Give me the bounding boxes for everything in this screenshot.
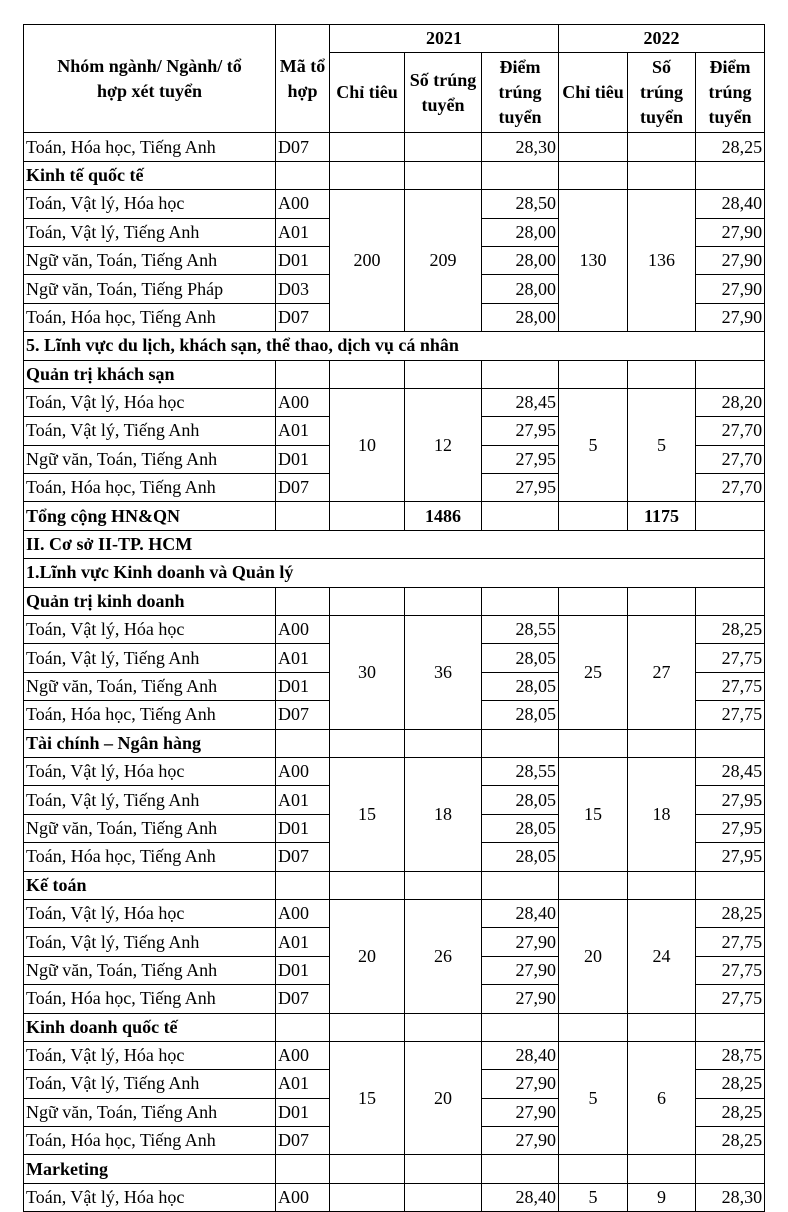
score-2022: 27,95 (696, 786, 765, 814)
quota-2021: 20 (330, 899, 405, 1013)
quota-2021: 15 (330, 757, 405, 871)
quota-2022 (559, 133, 628, 161)
score-2022: 27,90 (696, 303, 765, 331)
combo-code: D01 (276, 672, 330, 700)
empty-cell (696, 871, 765, 899)
header-year-2021: 2021 (330, 25, 559, 53)
empty-cell (628, 360, 696, 388)
subject-combo: Toán, Hóa học, Tiếng Anh (24, 474, 276, 502)
score-2022: 28,25 (696, 1098, 765, 1126)
score-2021: 28,45 (482, 388, 559, 416)
quota-2022: 15 (559, 757, 628, 871)
combo-code: D07 (276, 843, 330, 871)
score-2021: 27,90 (482, 956, 559, 984)
score-2021: 28,05 (482, 814, 559, 842)
subject-combo: Toán, Hóa học, Tiếng Anh (24, 843, 276, 871)
header-score-2022: Điểm trúng tuyển (696, 53, 765, 133)
combo-code: D01 (276, 956, 330, 984)
admitted-2022 (628, 133, 696, 161)
subject-combo: Ngữ văn, Toán, Tiếng Anh (24, 1098, 276, 1126)
score-2022: 27,75 (696, 672, 765, 700)
score-2021: 28,00 (482, 275, 559, 303)
empty-cell (330, 729, 405, 757)
combo-code: D07 (276, 133, 330, 161)
quota-2022: 5 (559, 1041, 628, 1155)
major-title: Kinh tế quốc tế (24, 161, 276, 189)
empty-cell (276, 871, 330, 899)
quota-2022: 5 (559, 388, 628, 502)
combo-code: A01 (276, 786, 330, 814)
subject-combo: Toán, Vật lý, Tiếng Anh (24, 786, 276, 814)
subject-combo: Toán, Vật lý, Tiếng Anh (24, 928, 276, 956)
score-2022: 28,30 (696, 1183, 765, 1211)
subject-combo: Ngữ văn, Toán, Tiếng Anh (24, 814, 276, 842)
empty-cell (330, 502, 405, 530)
combo-code: D03 (276, 275, 330, 303)
section-title: 1.Lĩnh vực Kinh doanh và Quản lý (24, 559, 765, 587)
quota-2021: 200 (330, 190, 405, 332)
empty-cell (405, 161, 482, 189)
score-2022: 28,45 (696, 757, 765, 785)
admitted-2022: 6 (628, 1041, 696, 1155)
empty-cell (330, 1155, 405, 1183)
score-2022: 28,20 (696, 388, 765, 416)
header-year-2022: 2022 (559, 25, 765, 53)
subject-combo: Toán, Vật lý, Hóa học (24, 388, 276, 416)
empty-cell (696, 502, 765, 530)
major-title: Kinh doanh quốc tế (24, 1013, 276, 1041)
empty-cell (696, 1013, 765, 1041)
empty-cell (559, 871, 628, 899)
table-row (24, 871, 765, 899)
header-quota-2021: Chỉ tiêu (330, 53, 405, 133)
header-quota-2022: Chỉ tiêu (559, 53, 628, 133)
empty-cell (276, 502, 330, 530)
combo-code: A00 (276, 616, 330, 644)
empty-cell (330, 1013, 405, 1041)
score-2021: 28,05 (482, 786, 559, 814)
combo-code: D07 (276, 303, 330, 331)
empty-cell (276, 360, 330, 388)
empty-cell (559, 161, 628, 189)
subject-combo: Toán, Vật lý, Hóa học (24, 616, 276, 644)
empty-cell (330, 587, 405, 615)
empty-cell (482, 1013, 559, 1041)
score-2022: 28,40 (696, 190, 765, 218)
table-row (24, 1013, 765, 1041)
subject-combo: Toán, Vật lý, Hóa học (24, 190, 276, 218)
admitted-2022: 18 (628, 757, 696, 871)
empty-cell (276, 1155, 330, 1183)
major-title: Kế toán (24, 871, 276, 899)
score-2022: 27,75 (696, 985, 765, 1013)
score-2022: 28,25 (696, 616, 765, 644)
empty-cell (276, 161, 330, 189)
quota-2021: 15 (330, 1041, 405, 1155)
subject-combo: Toán, Vật lý, Hóa học (24, 1041, 276, 1069)
quota-2022: 25 (559, 616, 628, 730)
score-2022: 28,25 (696, 899, 765, 927)
admission-table (23, 24, 765, 1212)
score-2022: 27,70 (696, 445, 765, 473)
subject-combo: Toán, Vật lý, Tiếng Anh (24, 644, 276, 672)
score-2022: 27,90 (696, 246, 765, 274)
header-code: Mã tổ hợp (276, 25, 330, 133)
header-admitted-2022: Số trúng tuyển (628, 53, 696, 133)
major-title: Marketing (24, 1155, 276, 1183)
score-2021: 28,40 (482, 1183, 559, 1211)
score-2022: 27,75 (696, 644, 765, 672)
quota-2021: 30 (330, 616, 405, 730)
table-row (24, 729, 765, 757)
combo-code: D07 (276, 1127, 330, 1155)
score-2021: 28,55 (482, 757, 559, 785)
empty-cell (628, 871, 696, 899)
combo-code: D01 (276, 814, 330, 842)
table-row (24, 161, 765, 189)
table-row (24, 388, 765, 416)
combo-code: D07 (276, 985, 330, 1013)
table-row (24, 332, 765, 360)
table-row (24, 1155, 765, 1183)
admitted-2021: 18 (405, 757, 482, 871)
subject-combo: Toán, Hóa học, Tiếng Anh (24, 133, 276, 161)
empty-cell (276, 587, 330, 615)
section-title: 5. Lĩnh vực du lịch, khách sạn, thể thao, dịch vụ cá nhân (24, 332, 765, 360)
combo-code: A00 (276, 388, 330, 416)
combo-code: A00 (276, 1183, 330, 1211)
score-2022: 27,95 (696, 843, 765, 871)
total-admitted-2021: 1486 (405, 502, 482, 530)
quota-2022: 20 (559, 899, 628, 1013)
table-row (24, 587, 765, 615)
combo-code: D07 (276, 701, 330, 729)
empty-cell (405, 871, 482, 899)
score-2021: 28,40 (482, 899, 559, 927)
score-2021: 28,50 (482, 190, 559, 218)
total-label: Tổng cộng HN&QN (24, 502, 276, 530)
empty-cell (628, 1155, 696, 1183)
admitted-2021: 36 (405, 616, 482, 730)
total-admitted-2022: 1175 (628, 502, 696, 530)
empty-cell (628, 729, 696, 757)
table-row (24, 502, 765, 530)
score-2022: 27,75 (696, 956, 765, 984)
empty-cell (559, 729, 628, 757)
table-row (24, 133, 765, 161)
table-body (24, 133, 765, 1212)
empty-cell (628, 161, 696, 189)
empty-cell (276, 729, 330, 757)
score-2021: 28,05 (482, 644, 559, 672)
admitted-2021: 26 (405, 899, 482, 1013)
score-2022: 27,75 (696, 928, 765, 956)
header-group: Nhóm ngành/ Ngành/ tổ hợp xét tuyển (24, 25, 276, 133)
combo-code: D01 (276, 246, 330, 274)
empty-cell (405, 1013, 482, 1041)
admitted-2022: 136 (628, 190, 696, 332)
admitted-2022: 27 (628, 616, 696, 730)
quota-2021 (330, 133, 405, 161)
table-row (24, 757, 765, 785)
subject-combo: Toán, Vật lý, Tiếng Anh (24, 417, 276, 445)
major-title: Quản trị kinh doanh (24, 587, 276, 615)
quota-2022: 130 (559, 190, 628, 332)
subject-combo: Toán, Vật lý, Tiếng Anh (24, 1070, 276, 1098)
table-row (24, 899, 765, 927)
score-2021: 27,95 (482, 417, 559, 445)
score-2021: 27,90 (482, 1070, 559, 1098)
score-2021: 27,90 (482, 985, 559, 1013)
empty-cell (696, 729, 765, 757)
empty-cell (696, 360, 765, 388)
score-2021: 28,00 (482, 218, 559, 246)
score-2022: 27,95 (696, 814, 765, 842)
empty-cell (559, 502, 628, 530)
subject-combo: Ngữ văn, Toán, Tiếng Anh (24, 246, 276, 274)
combo-code: A00 (276, 757, 330, 785)
subject-combo: Ngữ văn, Toán, Tiếng Anh (24, 956, 276, 984)
empty-cell (276, 1013, 330, 1041)
score-2022: 27,75 (696, 701, 765, 729)
subject-combo: Toán, Hóa học, Tiếng Anh (24, 985, 276, 1013)
combo-code: D01 (276, 1098, 330, 1126)
score-2021: 28,05 (482, 672, 559, 700)
header-admitted-2021: Số trúng tuyển (405, 53, 482, 133)
empty-cell (405, 587, 482, 615)
empty-cell (482, 161, 559, 189)
score-2022: 28,25 (696, 1070, 765, 1098)
score-2021: 28,05 (482, 701, 559, 729)
score-2021: 28,30 (482, 133, 559, 161)
quota-2021: 10 (330, 388, 405, 502)
combo-code: A01 (276, 218, 330, 246)
empty-cell (696, 1155, 765, 1183)
subject-combo: Ngữ văn, Toán, Tiếng Anh (24, 672, 276, 700)
table-row (24, 190, 765, 218)
empty-cell (696, 587, 765, 615)
score-2022: 27,70 (696, 474, 765, 502)
subject-combo: Toán, Vật lý, Hóa học (24, 757, 276, 785)
combo-code: A00 (276, 190, 330, 218)
empty-cell (559, 360, 628, 388)
empty-cell (330, 360, 405, 388)
score-2022: 28,25 (696, 1127, 765, 1155)
subject-combo: Toán, Vật lý, Hóa học (24, 1183, 276, 1211)
quota-2022: 5 (559, 1183, 628, 1211)
empty-cell (330, 871, 405, 899)
table-row (24, 559, 765, 587)
empty-cell (482, 502, 559, 530)
empty-cell (405, 360, 482, 388)
score-2021: 28,00 (482, 303, 559, 331)
combo-code: A00 (276, 1041, 330, 1069)
admitted-2021: 209 (405, 190, 482, 332)
score-2022: 27,70 (696, 417, 765, 445)
score-2021: 27,90 (482, 1127, 559, 1155)
admitted-2022: 9 (628, 1183, 696, 1211)
combo-code: D01 (276, 445, 330, 473)
table-row (24, 360, 765, 388)
combo-code: D07 (276, 474, 330, 502)
empty-cell (628, 1013, 696, 1041)
subject-combo: Ngữ văn, Toán, Tiếng Anh (24, 445, 276, 473)
subject-combo: Toán, Vật lý, Tiếng Anh (24, 218, 276, 246)
score-2022: 27,90 (696, 218, 765, 246)
score-2022: 28,25 (696, 133, 765, 161)
empty-cell (482, 360, 559, 388)
major-title: Tài chính – Ngân hàng (24, 729, 276, 757)
empty-cell (482, 587, 559, 615)
score-2021: 28,55 (482, 616, 559, 644)
score-2021: 27,90 (482, 1098, 559, 1126)
score-2021: 28,40 (482, 1041, 559, 1069)
combo-code: A00 (276, 899, 330, 927)
combo-code: A01 (276, 644, 330, 672)
admitted-2021: 20 (405, 1041, 482, 1155)
admitted-2021 (405, 133, 482, 161)
score-2021: 28,00 (482, 246, 559, 274)
combo-code: A01 (276, 417, 330, 445)
table-row (24, 616, 765, 644)
empty-cell (405, 729, 482, 757)
subject-combo: Toán, Hóa học, Tiếng Anh (24, 701, 276, 729)
score-2021: 27,95 (482, 445, 559, 473)
score-2021: 27,95 (482, 474, 559, 502)
table-row (24, 1041, 765, 1069)
score-2022: 27,90 (696, 275, 765, 303)
empty-cell (696, 161, 765, 189)
score-2021: 27,90 (482, 928, 559, 956)
empty-cell (482, 729, 559, 757)
empty-cell (559, 587, 628, 615)
subject-combo: Ngữ văn, Toán, Tiếng Pháp (24, 275, 276, 303)
score-2021: 28,05 (482, 843, 559, 871)
empty-cell (628, 587, 696, 615)
score-2022: 28,75 (696, 1041, 765, 1069)
subject-combo: Toán, Hóa học, Tiếng Anh (24, 303, 276, 331)
combo-code: A01 (276, 928, 330, 956)
empty-cell (330, 161, 405, 189)
section-title: II. Cơ sở II-TP. HCM (24, 530, 765, 558)
combo-code: A01 (276, 1070, 330, 1098)
admitted-2021: 12 (405, 388, 482, 502)
empty-cell (559, 1155, 628, 1183)
admitted-2022: 5 (628, 388, 696, 502)
subject-combo: Toán, Hóa học, Tiếng Anh (24, 1127, 276, 1155)
table-row (24, 530, 765, 558)
major-title: Quản trị khách sạn (24, 360, 276, 388)
subject-combo: Toán, Vật lý, Hóa học (24, 899, 276, 927)
empty-cell (559, 1013, 628, 1041)
admitted-2022: 24 (628, 899, 696, 1013)
empty-cell (482, 871, 559, 899)
empty-cell (482, 1155, 559, 1183)
header-score-2021: Điểm trúng tuyển (482, 53, 559, 133)
empty-cell (405, 1155, 482, 1183)
